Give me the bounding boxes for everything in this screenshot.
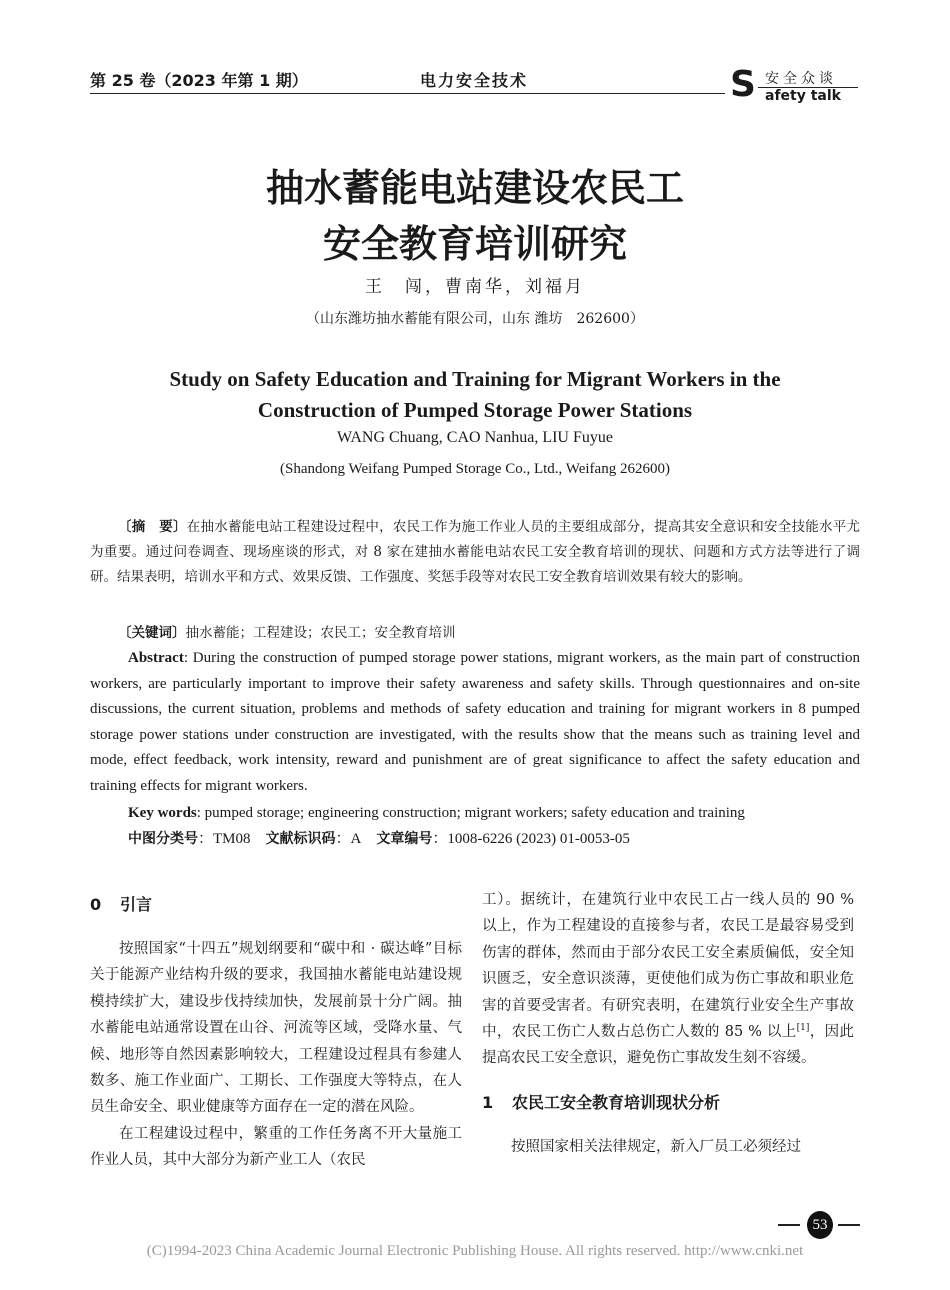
copyright-notice: (C)1994-2023 China Academic Journal Electronic Publishing House. All rights reserved. http://www.cnki.net [146,1243,804,1259]
intro-paragraph-2-continued [482,887,854,1072]
page-number-dash-left [778,1224,800,1226]
page-number-mark [778,1210,860,1240]
page-number: 53 [807,1211,833,1239]
abstract-cn-label: 〔摘 要〕 [118,519,187,535]
intro-paragraph-1: 按照国家“十四五”规划纲要和“碳中和 · 碳达峰”目标关于能源产业结构升级的要求，我国抽水蓄能电站建设规模持续扩大，建设步伐持续加快，发展前景十分广阔。抽水蓄能电站通常设置在山谷、河流等区域，受降水量、气候、地形等自然因素影响较大，工程建设过程具有参建人数多、施工作业面广、工期长、工作强度大等特点，在人员生命安全、职业健康等方面存在一定的潜在风险。 [90,941,462,1116]
keywords-en [128,801,858,825]
keywords-en-label: Key words [128,805,197,821]
column-logo-letter: S [730,64,756,105]
intro-paragraph-2: 在工程建设过程中，繁重的工作任务离不开大量施工作业人员，其中大部分为新产业工人（农民 [90,1125,462,1169]
clc-label: 中图分类号 [128,831,198,847]
title-en-line-1: Study on Safety Education and Training for Migrant Workers in the [169,367,781,391]
section1-paragraph-1: 按照国家相关法律规定，新入厂员工必须经过 [511,1138,801,1155]
abstract-en-label: Abstract [128,650,184,666]
abstract-en-text: : During the construction of pumped storage power stations, migrant workers, as the main part of construction workers, are particularly important to improve their safety awareness and safety skills. Through questionnaires and on-site discussions, the current situation, problems and methods of safety education and training for migrant workers in 8 pumped storage power stations under construction are investigated, with the results show that the means such as training level and mode, effect feedback, work intensity, reward and punishment are of great significance to affect the safety education and training effects for migrant workers. [90,650,860,794]
abstract-en [90,646,860,800]
title-en [0,364,950,426]
body-column-left [90,892,462,1174]
section-number-1: 1 [482,1092,494,1112]
title-cn-line-2: 安全教育培训研究 [322,221,627,266]
doc-code-value: ：A [335,831,362,847]
keywords-cn [118,621,858,646]
title-cn-line-1: 抽水蓄能电站建设农民工 [265,165,684,210]
abstract-cn-text: 在抽水蓄能电站工程建设过程中，农民工作为施工作业人员的主要组成部分，提高其安全意识和安全技能水平尤为重要。通过问卷调查、现场座谈的形式，对 8 家在建抽水蓄能电站农民工安全教育培训的现状、问题和方式方法等进行了调研。结果表明，培训水平和方式、效果反馈、工作强度、奖惩手段等对农民工安全教育培训效果有较大的影响。 [90,519,861,585]
body-column-right [482,887,854,1160]
title-en-line-2: Construction of Pumped Storage Power Stations [257,398,693,422]
paragraph-text-a: 工）。据统计，在建筑行业中农民工占一线人员的 90 % 以上，作为工程建设的直接参与者，农民工是最容易受到伤害的群体，然而由于部分农民工安全素质偏低，安全知识匮乏，安全意识淡薄，更使他们成为伤亡事故和职业危害的首要受害者。有研究表明，在建筑行业安全生产事故中，农民工伤亡人数占总伤亡人数的 85 % 以上 [482,892,854,1041]
citation-ref: [1] [796,1023,810,1034]
authors-en: WANG Chuang, CAO Nanhua, LIU Fuyue [337,429,613,446]
section-heading-0 [90,892,462,918]
affiliation-en: (Shandong Weifang Pumped Storage Co., Ltd., Weifang 262600) [280,461,670,477]
doc-code-label: 文献标识码 [265,831,336,847]
keywords-cn-label: 〔关键词〕 [118,625,186,641]
volume-issue: 第 25 卷（2023 年第 1 期） [90,71,308,90]
classification-line [128,827,858,851]
authors-cn: 王 闯，曹南华，刘福月 [365,277,585,297]
section-title-0: 引言 [120,895,153,914]
column-name-cn: 安全众谈 [765,71,837,87]
header-rule [90,93,725,94]
title-cn [0,160,950,272]
running-header [90,64,860,108]
paragraph-text-b: ，因此提高农民工安全意识，避免伤亡事故发生刻不容缓。 [482,1024,854,1067]
affiliation-cn: （山东潍坊抽水蓄能有限公司，山东 潍坊 262600） [306,311,644,327]
abstract-cn [90,515,860,590]
article-number-label: 文章编号 [376,831,433,847]
page-number-dash-right [838,1224,860,1226]
keywords-en-text: : pumped storage; engineering construction; migrant workers; safety education and training [196,805,745,821]
keywords-cn-text: 抽水蓄能；工程建设；农民工；安全教育培训 [185,625,456,641]
journal-name: 电力安全技术 [420,71,529,90]
section-heading-1 [482,1090,854,1116]
column-name-en: afety talk [765,88,841,104]
clc-value: ：TM08 [198,831,251,847]
section-title-1: 农民工安全教育培训现状分析 [512,1092,721,1112]
article-number-value: ：1008-6226 (2023) 01-0053-05 [432,831,630,847]
section-number-0: 0 [90,895,102,914]
